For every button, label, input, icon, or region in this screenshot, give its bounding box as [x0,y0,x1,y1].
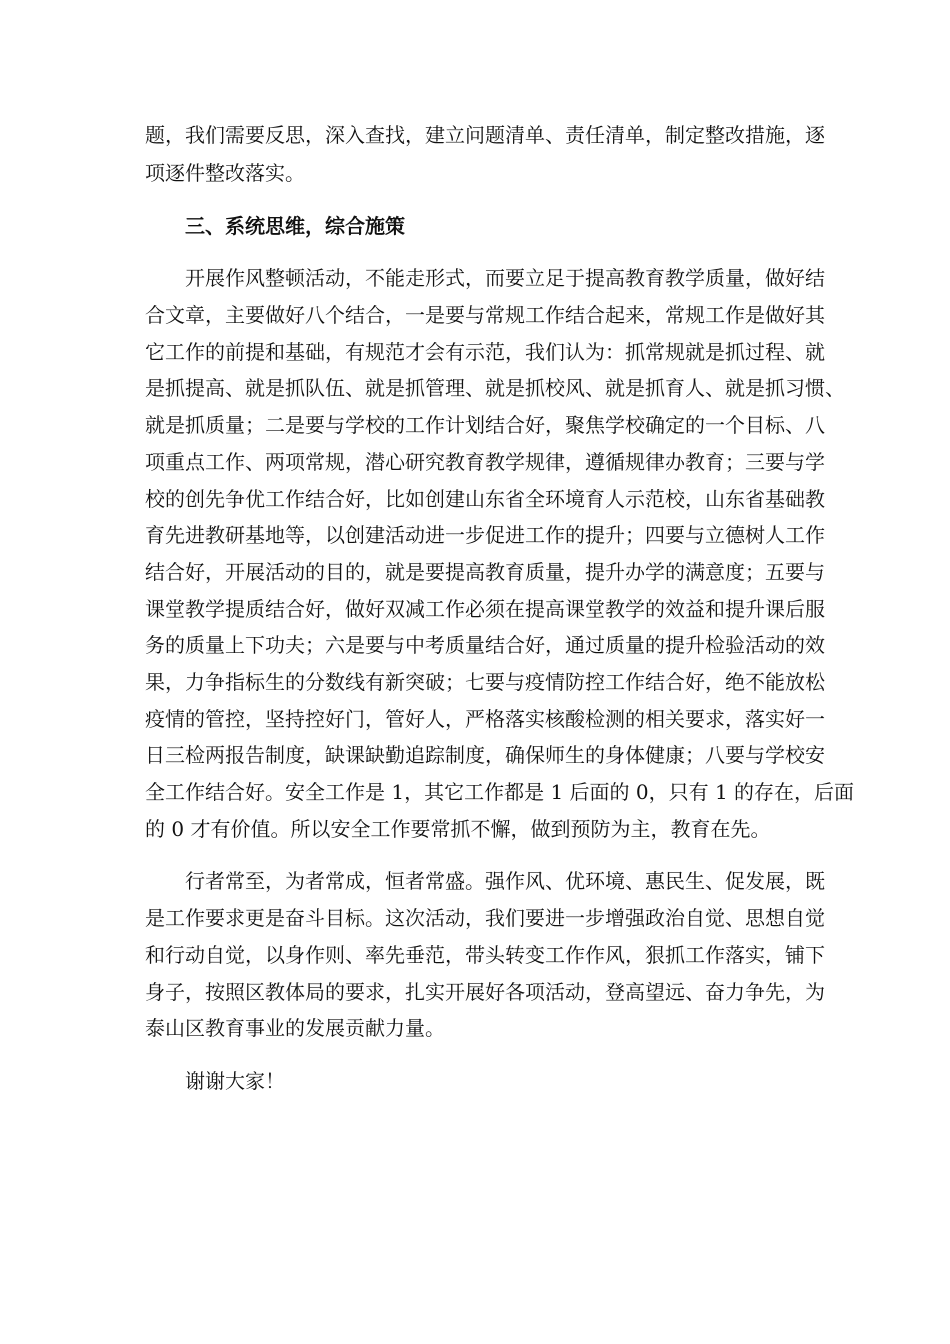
paragraph-line: 是抓提高、就是抓队伍、就是抓管理、就是抓校风、就是抓育人、就是抓习惯、 [145,376,845,400]
paragraph-line: 日三检两报告制度，缺课缺勤追踪制度，确保师生的身体健康；八要与学校安 [145,743,825,767]
paragraph-line: 的 0 才有价值。所以安全工作要常抓不懈，做到预防为主，教育在先。 [145,817,771,841]
paragraph-line: 务的质量上下功夫；六是要与中考质量结合好，通过质量的提升检验活动的效 [145,633,825,657]
paragraph-line: 项逐件整改落实。 [145,161,305,185]
paragraph-line: 项重点工作、两项常规，潜心研究教育教学规律，遵循规律办教育；三要与学 [145,450,825,474]
paragraph-line: 和行动自觉，以身作则、率先垂范，带头转变工作作风，狠抓工作落实，铺下 [145,943,825,967]
paragraph-line: 泰山区教育事业的发展贡献力量。 [145,1016,445,1040]
paragraph-line: 它工作的前提和基础，有规范才会有示范，我们认为：抓常规就是抓过程、就 [145,340,825,364]
paragraph-line: 育先进教研基地等，以创建活动进一步促进工作的提升；四要与立德树人工作 [145,523,825,547]
paragraph-line: 校的创先争优工作结合好，比如创建山东省全环境育人示范校，山东省基础教 [145,487,825,511]
paragraph-line: 行者常至，为者常成，恒者常盛。强作风、优环境、惠民生、促发展，既 [185,869,825,893]
paragraph-line: 是工作要求更是奋斗目标。这次活动，我们要进一步增强政治自觉、思想自觉 [145,906,825,930]
paragraph-line: 疫情的管控，坚持控好门，管好人，严格落实核酸检测的相关要求，落实好一 [145,707,825,731]
paragraph-line: 开展作风整顿活动，不能走形式，而要立足于提高教育教学质量，做好结 [185,266,825,290]
paragraph-line: 就是抓质量；二是要与学校的工作计划结合好，聚焦学校确定的一个目标、八 [145,413,825,437]
paragraph-line: 题，我们需要反思，深入查找，建立问题清单、责任清单，制定整改措施，逐 [145,123,825,147]
paragraph-line: 合文章，主要做好八个结合，一是要与常规工作结合起来，常规工作是做好其 [145,303,825,327]
paragraph-line: 课堂教学提质结合好，做好双减工作必须在提高课堂教学的效益和提升课后服 [145,597,825,621]
paragraph-line: 身子，按照区教体局的要求，扎实开展好各项活动，登高望远、奋力争先，为 [145,980,825,1004]
closing-thanks: 谢谢大家！ [185,1069,285,1093]
section-heading: 三、系统思维，综合施策 [185,214,405,238]
paragraph-line: 全工作结合好。安全工作是 1，其它工作都是 1 后面的 0，只有 1 的存在，后面 [145,780,855,804]
paragraph-line: 果，力争指标生的分数线有新突破；七要与疫情防控工作结合好，绝不能放松 [145,670,825,694]
paragraph-line: 结合好，开展活动的目的，就是要提高教育质量，提升办学的满意度；五要与 [145,560,825,584]
